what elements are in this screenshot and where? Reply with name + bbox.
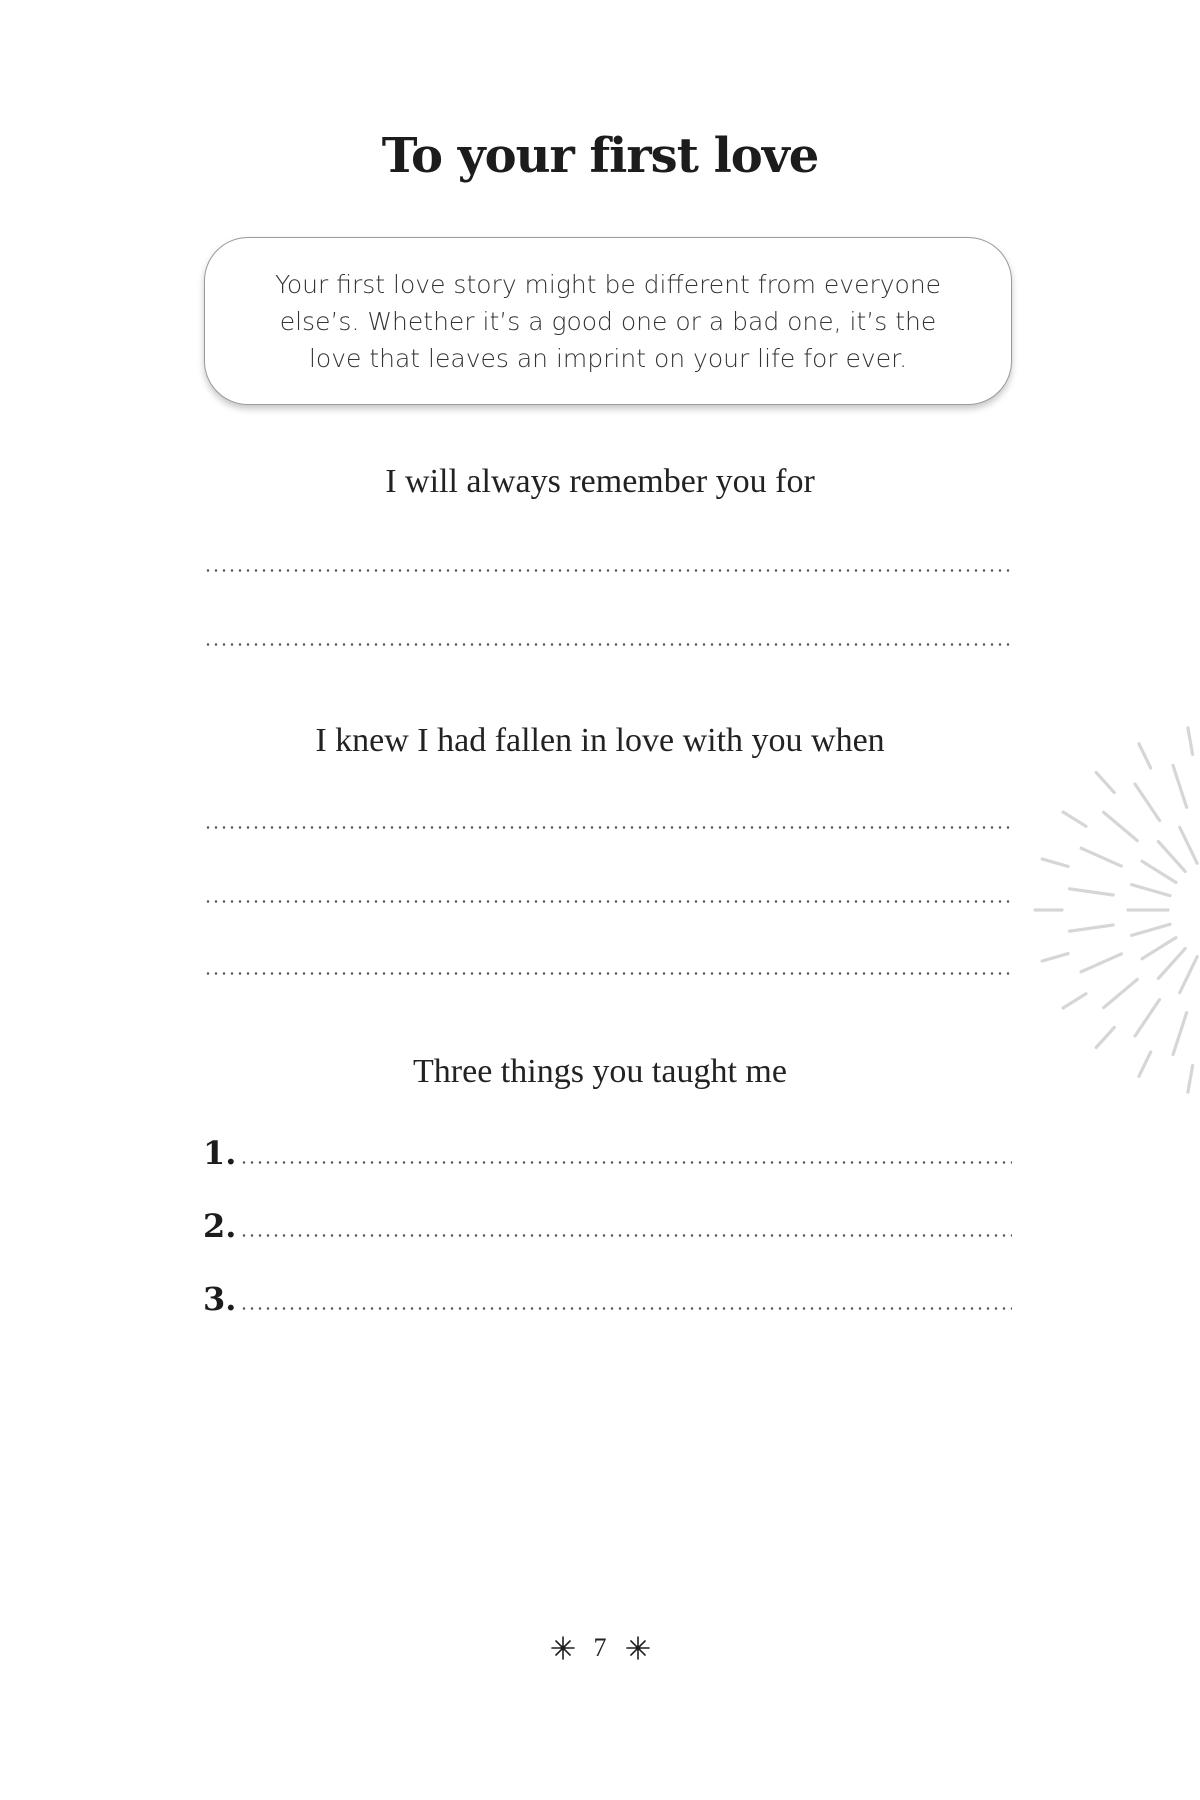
- write-line-fallen-2[interactable]: [204, 900, 1012, 903]
- starburst-ray: [1188, 728, 1193, 755]
- starburst-ray: [1081, 954, 1121, 972]
- write-line-remember-1[interactable]: [204, 569, 1012, 572]
- starburst-ray: [1135, 784, 1160, 821]
- starburst-ray: [1188, 1066, 1193, 1093]
- starburst-ray: [1081, 848, 1121, 866]
- starburst-ray: [1180, 957, 1198, 993]
- page-number: 7: [593, 1633, 607, 1662]
- star-icon: [550, 1635, 576, 1661]
- write-line-fallen-3[interactable]: [204, 972, 1012, 975]
- starburst-ray: [1070, 889, 1114, 895]
- starburst-ray: [1132, 885, 1170, 896]
- starburst-ray: [1104, 979, 1138, 1007]
- starburst-ray: [1132, 924, 1170, 935]
- starburst-ray: [1104, 812, 1138, 840]
- intro-text: Your first love story might be different from everyone else’s. Whether it’s a good one or a bad one, it’s the love that leaves an imprint on your life for ever.: [274, 269, 942, 373]
- starburst-ray: [1042, 859, 1068, 866]
- list-number-2: 2.: [203, 1207, 237, 1245]
- write-line-taught-3[interactable]: [240, 1307, 1012, 1310]
- starburst-ray: [1135, 1000, 1160, 1037]
- starburst-ray: [1070, 925, 1114, 931]
- starburst-icon: [1010, 720, 1200, 1100]
- starburst-ray: [1142, 861, 1176, 882]
- starburst-ray: [1158, 842, 1185, 872]
- write-line-taught-1[interactable]: [240, 1161, 1012, 1164]
- starburst-ray: [1042, 954, 1068, 961]
- starburst-ray: [1142, 938, 1176, 959]
- list-number-3: 3.: [203, 1280, 237, 1318]
- list-number-1: 1.: [203, 1134, 237, 1172]
- starburst-ray: [1063, 994, 1086, 1008]
- page-footer: [0, 1633, 1200, 1663]
- starburst-ray: [1096, 1027, 1114, 1047]
- star-icon: [625, 1635, 651, 1661]
- write-line-taught-2[interactable]: [240, 1234, 1012, 1237]
- starburst-ray: [1139, 1052, 1151, 1076]
- intro-box: [204, 237, 1012, 405]
- write-line-remember-2[interactable]: [204, 643, 1012, 646]
- starburst-ray: [1158, 949, 1185, 979]
- starburst-ray: [1096, 773, 1114, 793]
- starburst-ray: [1063, 812, 1086, 826]
- page-title: To your first love: [381, 128, 819, 184]
- write-line-fallen-1[interactable]: [204, 826, 1012, 829]
- starburst-ray: [1180, 827, 1198, 863]
- starburst-ray: [1139, 744, 1151, 768]
- prompt-taught: Three things you taught me: [413, 1053, 787, 1090]
- starburst-ray: [1173, 765, 1187, 807]
- prompt-remember: I will always remember you for: [385, 463, 815, 500]
- starburst-ray: [1173, 1013, 1187, 1055]
- prompt-fallen: I knew I had fallen in love with you when: [315, 722, 885, 759]
